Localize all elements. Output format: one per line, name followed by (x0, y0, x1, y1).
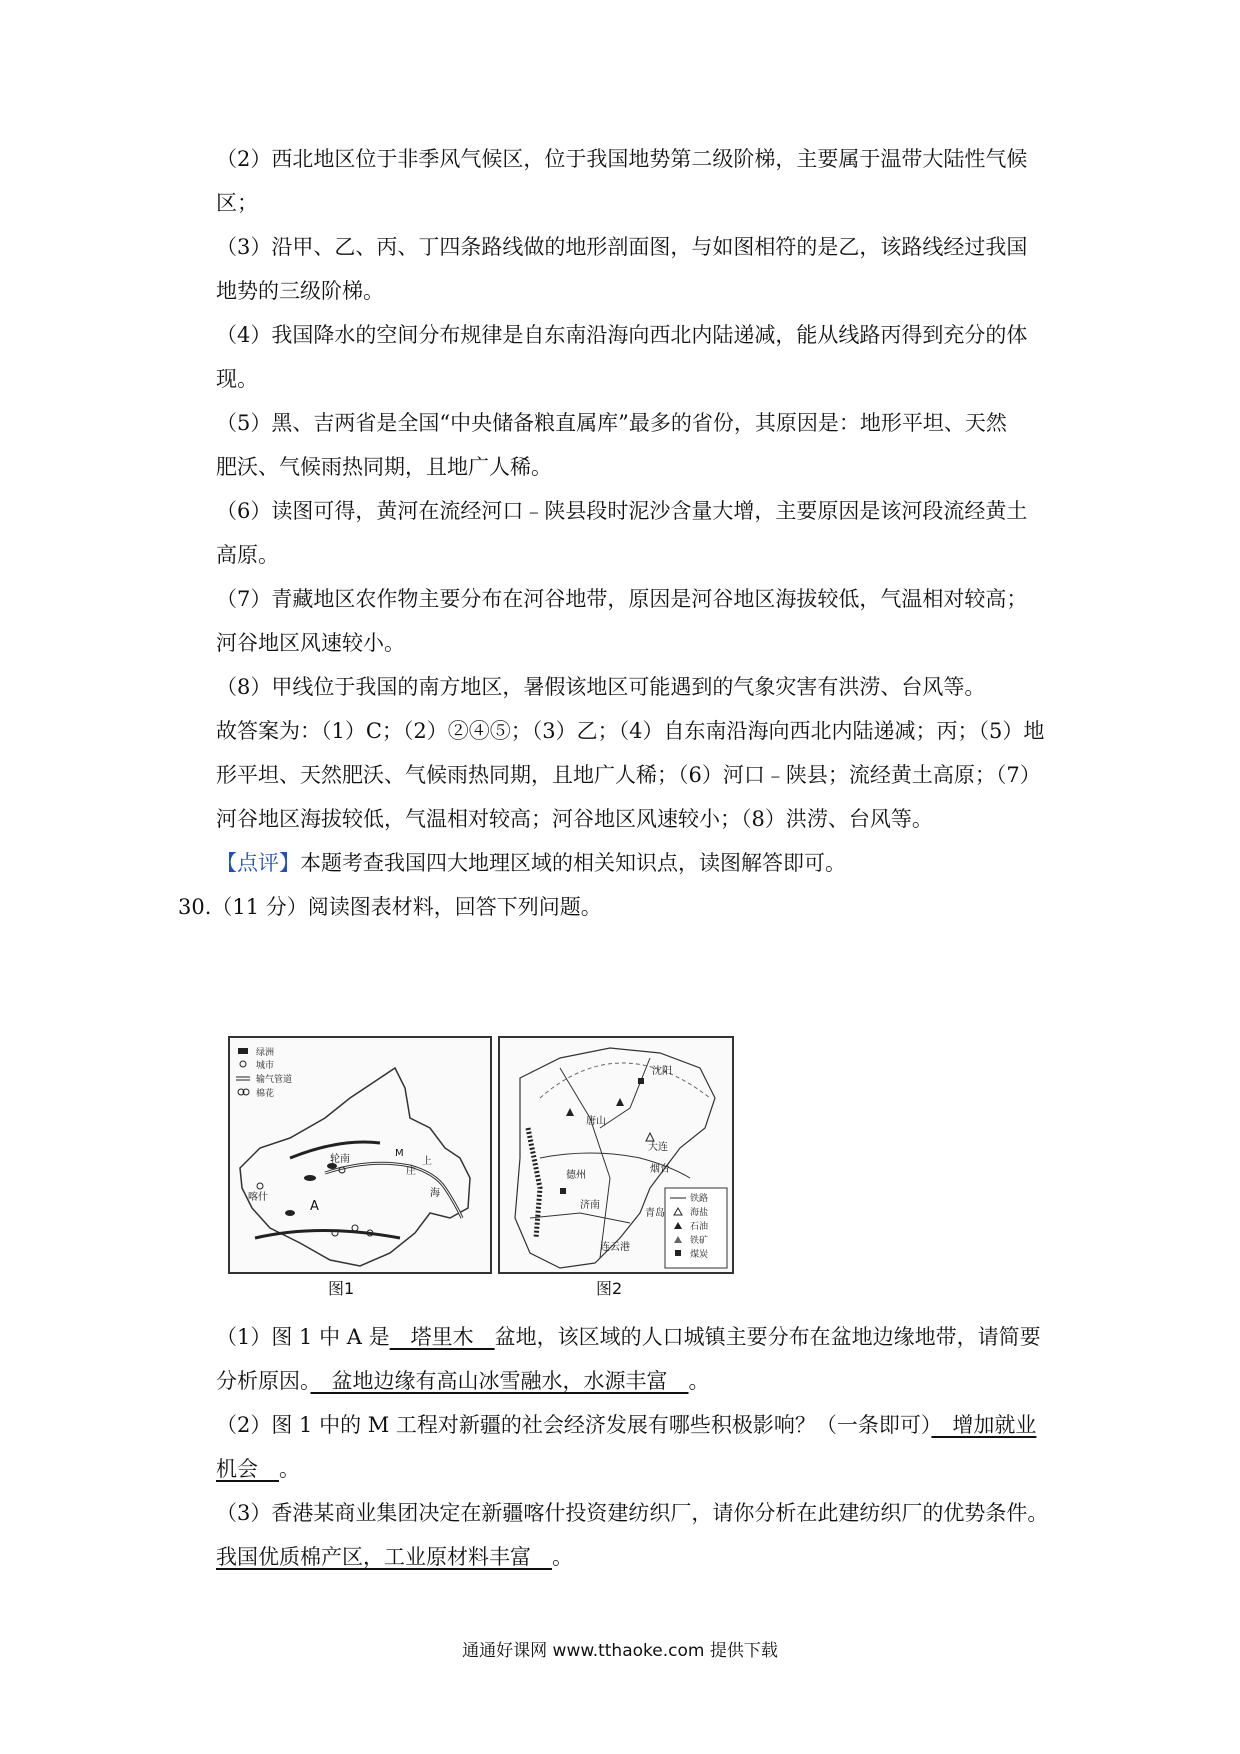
answer-blank-impact-cont: 机会 (216, 1457, 279, 1481)
svg-text:海盐: 海盐 (690, 1208, 709, 1218)
svg-text:轮南: 轮南 (330, 1154, 350, 1165)
svg-text:M: M (395, 1148, 404, 1159)
svg-text:海: 海 (430, 1188, 440, 1199)
answer-line-4a: （4）我国降水的空间分布规律是自东南沿海向西北内陆递减，能从线路丙得到充分的体 (216, 323, 1028, 347)
answer-line-8: （8）甲线位于我国的南方地区，暑假该地区可能遇到的气象灾害有洪涝、台风等。 (216, 675, 986, 699)
svg-text:喀什: 喀什 (248, 1192, 268, 1203)
answer-line-7b: 河谷地区风速较小。 (216, 631, 405, 655)
svg-text:上: 上 (422, 1156, 432, 1167)
q30-part3-line1: （3）香港某商业集团决定在新疆喀什投资建纺织厂，请你分析在此建纺织厂的优势条件。 (216, 1501, 1049, 1525)
answer-line-5b: 肥沃、气候雨热同期，且地广人稀。 (216, 455, 552, 479)
q30-part2-line2: 机会 。 (216, 1457, 300, 1481)
svg-text:济南: 济南 (580, 1200, 600, 1211)
answer-blank-reason: 盆地边缘有高山冰雪融水，水源丰富 (310, 1369, 689, 1393)
answer-blank-impact: 增加就业 (931, 1413, 1037, 1437)
answer-line-2a: （2）西北地区位于非季风气候区，位于我国地势第二级阶梯，主要属于温带大陆性气候 (216, 147, 1028, 171)
answer-line-4b: 现。 (216, 367, 258, 391)
answer-line-7a: （7）青藏地区农作物主要分布在河谷地带，原因是河谷地区海拔较低，气温相对较高； (216, 587, 1028, 611)
answer-blank-advantage: 我国优质棉产区，工业原材料丰富 (216, 1545, 552, 1569)
q30-part3-line2: 我国优质棉产区，工业原材料丰富 。 (216, 1545, 573, 1569)
svg-text:绿洲: 绿洲 (256, 1048, 275, 1058)
figure-1-caption: 图1 (328, 1279, 355, 1298)
answer-line-3b: 地势的三级阶梯。 (216, 279, 384, 303)
svg-text:大连: 大连 (648, 1142, 668, 1153)
answer-line-6b: 高原。 (216, 543, 279, 567)
comment-line (216, 848, 846, 878)
svg-text:煤炭: 煤炭 (690, 1250, 709, 1260)
svg-text:A: A (310, 1199, 319, 1214)
q30-part2-line1: （2）图 1 中的 M 工程对新疆的社会经济发展有哪些积极影响？（一条即可） 增加就业 (216, 1413, 1037, 1437)
answer-blank-basin: 塔里木 (389, 1325, 495, 1349)
comment-body: 本题考查我国四大地理区域的相关知识点，读图解答即可。 (300, 851, 846, 875)
svg-text:庄: 庄 (406, 1166, 416, 1177)
svg-text:铁矿: 铁矿 (690, 1236, 709, 1246)
answer-summary-2: 形平坦、天然肥沃、气候雨热同期，且地广人稀；（6）河口﹣陕县；流经黄土高原；（7） (216, 763, 1041, 787)
answer-line-5a: （5）黑、吉两省是全国“中央储备粮直属库”最多的省份，其原因是：地形平坦、天然 (216, 411, 1007, 435)
svg-text:唐山: 唐山 (586, 1116, 606, 1127)
svg-text:青岛: 青岛 (645, 1208, 665, 1219)
svg-text:德州: 德州 (566, 1170, 586, 1181)
figure-2-caption: 图2 (596, 1279, 623, 1298)
svg-text:连云港: 连云港 (600, 1242, 630, 1253)
figure-1-map (228, 1036, 492, 1274)
q30-part1-line1: （1）图 1 中 A 是 塔里木 盆地，该区域的人口城镇主要分布在盆地边缘地带，请简要 (216, 1325, 1041, 1349)
svg-text:输气管道: 输气管道 (256, 1075, 293, 1085)
answer-line-6a: （6）读图可得，黄河在流经河口﹣陕县段时泥沙含量大增，主要原因是该河段流经黄土 (216, 499, 1028, 523)
page-footer: 通通好课网 www.tthaoke.com 提供下载 (462, 1641, 778, 1661)
q30-part1-line2: 分析原因。 盆地边缘有高山冰雪融水，水源丰富 。 (216, 1369, 710, 1393)
svg-text:烟台: 烟台 (650, 1164, 670, 1175)
svg-text:沈阳: 沈阳 (652, 1066, 672, 1077)
svg-text:铁路: 铁路 (690, 1194, 709, 1204)
svg-text:棉花: 棉花 (256, 1089, 275, 1099)
answer-line-3a: （3）沿甲、乙、丙、丁四条路线做的地形剖面图，与如图相符的是乙，该路线经过我国 (216, 235, 1028, 259)
svg-text:城市: 城市 (256, 1061, 275, 1071)
answer-summary-1: 故答案为：（1）C；（2）②④⑤；（3）乙；（4）自东南沿海向西北内陆递减；丙；（5）地 (216, 719, 1045, 743)
answer-line-2b: 区； (216, 191, 258, 215)
figure-2-map (498, 1036, 734, 1274)
figure-group (228, 1036, 740, 1306)
answer-summary-3: 河谷地区海拔较低，气温相对较高；河谷地区风速较小；（8）洪涝、台风等。 (216, 807, 933, 831)
svg-text:石油: 石油 (690, 1222, 709, 1232)
comment-tag: 【点评】 (216, 851, 300, 875)
question-30-title: 30.（11 分）阅读图表材料，回答下列问题。 (178, 895, 602, 919)
